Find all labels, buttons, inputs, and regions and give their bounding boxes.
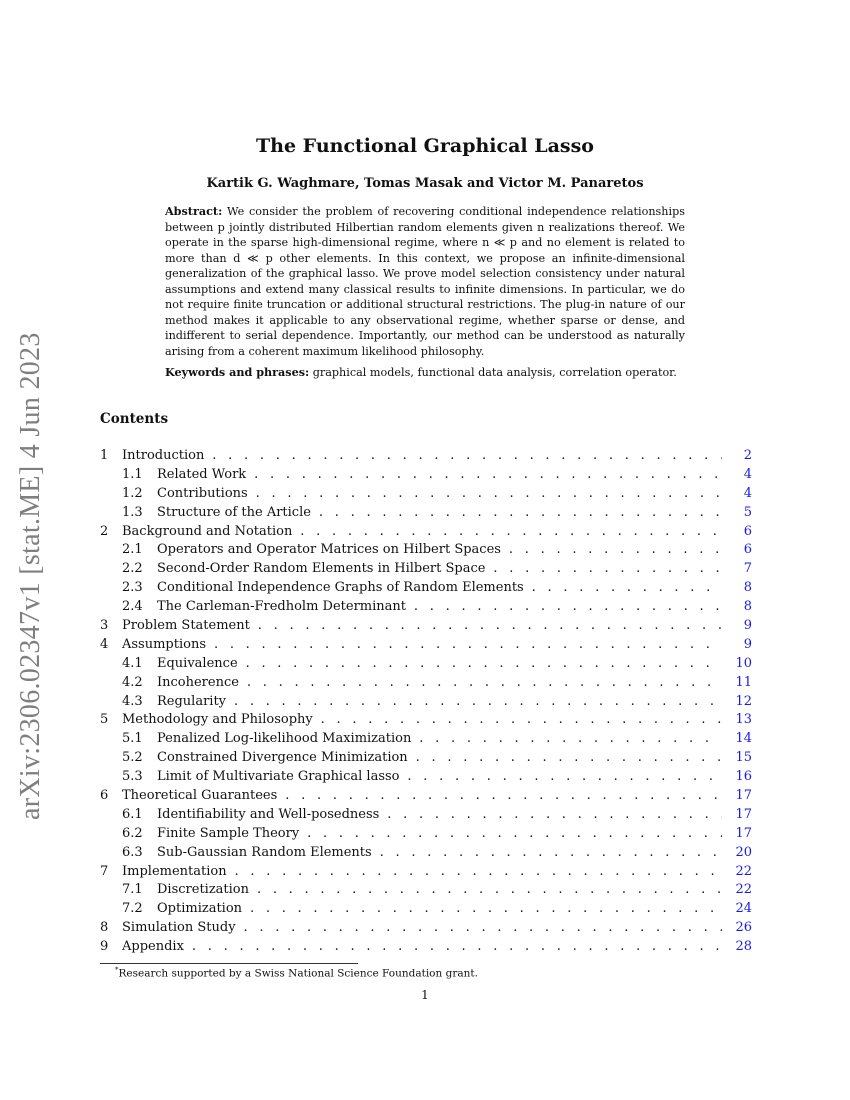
toc-entry-title[interactable]: Optimization . . . bbox=[157, 901, 722, 916]
toc-entry-number: 2.2 bbox=[122, 561, 143, 577]
toc-page-link[interactable]: 15 bbox=[731, 750, 752, 765]
toc-entry[interactable] bbox=[100, 636, 752, 655]
toc-entry-number: 4.3 bbox=[122, 693, 143, 709]
toc-entry-title[interactable]: Limit of Multivariate Graphical lasso . . . bbox=[157, 769, 722, 784]
toc-entry-title[interactable]: Assumptions . . . bbox=[122, 637, 722, 652]
toc-entry-number: 4 bbox=[100, 636, 109, 652]
toc-page-link[interactable]: 17 bbox=[731, 807, 752, 822]
toc-page-link[interactable]: 9 bbox=[740, 637, 752, 652]
toc-entry-number: 1.1 bbox=[122, 466, 143, 482]
toc-entry-title[interactable]: Theoretical Guarantees . . . bbox=[122, 788, 722, 803]
toc-page-link[interactable]: 8 bbox=[740, 599, 752, 614]
toc-entry[interactable] bbox=[100, 881, 752, 900]
toc-entry-number: 4.1 bbox=[122, 655, 143, 671]
toc-entry-title[interactable]: Problem Statement . . . bbox=[122, 618, 722, 633]
contents-heading: Contents bbox=[100, 411, 169, 427]
toc-entry-number: 6.3 bbox=[122, 844, 143, 860]
page-number: 1 bbox=[421, 988, 429, 1002]
keywords bbox=[165, 365, 705, 381]
toc-entry[interactable] bbox=[100, 523, 752, 542]
toc-page-link[interactable]: 17 bbox=[731, 788, 752, 803]
toc-entry[interactable] bbox=[100, 541, 752, 560]
toc-page-link[interactable]: 13 bbox=[731, 712, 752, 727]
toc-page-link[interactable]: 20 bbox=[731, 845, 752, 860]
author-list: Kartik G. Waghmare, Tomas Masak and Victor M. Panaretos bbox=[206, 176, 644, 191]
toc-entry[interactable] bbox=[100, 485, 752, 504]
toc-page-link[interactable]: 24 bbox=[731, 901, 752, 916]
toc-entry-number: 4.2 bbox=[122, 674, 143, 690]
toc-entry-title[interactable]: Equivalence . . . bbox=[157, 656, 722, 671]
toc-entry[interactable] bbox=[100, 504, 752, 523]
toc-entry-title[interactable]: Regularity . . . bbox=[157, 694, 722, 709]
toc-page-link[interactable]: 22 bbox=[731, 864, 752, 879]
toc-entry-number: 1 bbox=[100, 448, 109, 463]
toc-entry-number: 7 bbox=[100, 863, 109, 879]
footnote-divider bbox=[100, 963, 358, 964]
toc-entry[interactable] bbox=[100, 674, 752, 693]
toc-page-link[interactable]: 10 bbox=[731, 656, 752, 671]
toc-page-link[interactable]: 26 bbox=[731, 920, 752, 935]
toc-entry-title[interactable]: Methodology and Philosophy . . . bbox=[122, 712, 722, 727]
toc-entry-number: 1.3 bbox=[122, 504, 143, 520]
toc-page-link[interactable]: 7 bbox=[740, 561, 752, 576]
abstract-text: We consider the problem of recovering conditional independence relationships between p jointly distributed Hilbertian random elements given n realizations thereof. We operate in the sparse high-dimensional regime, where n ≪ p and no element is related to more than d ≪ p other elements. In this context, we propose an infinite-dimensional generalization of the graphical lasso. We prove model selection consistency under natural assumptions and extend many classical results to infinite dimensions. In particular, we do not require finite truncation or additional structural restrictions. The plug-in nature of our method makes it applicable to any observational regime, whether sparse or dense, and indifferent to serial dependence. Importantly, our method can be understood as naturally arising from a coherent maximum likelihood philosophy. bbox=[165, 205, 685, 358]
toc-page-link[interactable]: 5 bbox=[740, 505, 752, 520]
toc-entry-number: 5.3 bbox=[122, 769, 143, 785]
toc-entry-number: 5.2 bbox=[122, 750, 143, 766]
toc-entry[interactable] bbox=[100, 825, 752, 844]
toc-entry-title[interactable]: Incoherence . . . bbox=[157, 675, 722, 690]
toc-entry-number: 2.1 bbox=[122, 542, 143, 558]
toc-entry[interactable] bbox=[100, 863, 752, 882]
arxiv-side-stamp: arXiv:2306.02347v1 [stat.ME] 4 Jun 2023 bbox=[15, 332, 46, 820]
keywords-text: graphical models, functional data analysis, correlation operator. bbox=[312, 366, 677, 379]
toc-entry-number: 9 bbox=[100, 939, 109, 955]
toc-entry[interactable] bbox=[100, 938, 752, 957]
toc-entry-number: 2.4 bbox=[122, 599, 143, 615]
toc-entry[interactable] bbox=[100, 447, 752, 466]
toc-entry-title[interactable]: Related Work . . . bbox=[157, 467, 722, 482]
toc-entry[interactable] bbox=[100, 560, 752, 579]
footnote-text: Research supported by a Swiss National Science Foundation grant. bbox=[118, 967, 478, 980]
toc-page-link[interactable]: 4 bbox=[740, 467, 752, 482]
toc-entry-number: 6.1 bbox=[122, 806, 143, 822]
toc-entry[interactable] bbox=[100, 579, 752, 598]
toc-page-link[interactable]: 22 bbox=[731, 882, 752, 897]
toc-entry-number: 6.2 bbox=[122, 825, 143, 841]
toc-entry-title[interactable]: Operators and Operator Matrices on Hilbert Spaces . . . bbox=[157, 542, 722, 557]
toc-page-link[interactable]: 28 bbox=[731, 939, 752, 954]
toc-entry-number: 8 bbox=[100, 920, 109, 936]
footnote bbox=[115, 966, 478, 980]
table-of-contents bbox=[100, 447, 752, 957]
toc-entry-number: 1.2 bbox=[122, 485, 143, 501]
toc-entry-title[interactable]: Sub-Gaussian Random Elements . . . bbox=[157, 845, 722, 860]
toc-page-link[interactable]: 6 bbox=[740, 524, 752, 539]
toc-entry-title[interactable]: Finite Sample Theory . . . bbox=[157, 826, 722, 841]
toc-entry-title[interactable]: Discretization . . . bbox=[157, 882, 722, 897]
toc-page-link[interactable]: 16 bbox=[731, 769, 752, 784]
toc-entry-title[interactable]: Conditional Independence Graphs of Random Elements . . . bbox=[157, 580, 722, 595]
toc-entry-title[interactable]: Penalized Log-likelihood Maximization . . . bbox=[157, 731, 722, 746]
toc-entry-title[interactable]: Identifiability and Well-posedness . . . bbox=[157, 807, 722, 822]
toc-entry-title[interactable]: Contributions . . . bbox=[157, 486, 722, 501]
footnote-mark: * bbox=[115, 966, 119, 974]
keywords-label: Keywords and phrases: bbox=[165, 365, 310, 379]
toc-entry-title[interactable]: The Carleman-Fredholm Determinant . . . bbox=[157, 599, 722, 614]
toc-entry[interactable] bbox=[100, 806, 752, 825]
paper-title: The Functional Graphical Lasso bbox=[256, 135, 594, 157]
toc-entry-number: 7.2 bbox=[122, 901, 143, 917]
toc-entry-number: 5.1 bbox=[122, 731, 143, 747]
toc-entry[interactable] bbox=[100, 693, 752, 712]
toc-page-link[interactable]: 8 bbox=[740, 580, 752, 595]
toc-entry[interactable] bbox=[100, 844, 752, 863]
toc-entry[interactable] bbox=[100, 749, 752, 768]
toc-entry[interactable] bbox=[100, 598, 752, 617]
toc-page-link[interactable]: 4 bbox=[740, 486, 752, 501]
toc-entry[interactable] bbox=[100, 617, 752, 636]
toc-entry-number: 6 bbox=[100, 788, 109, 804]
toc-page-link[interactable]: 12 bbox=[731, 694, 752, 709]
toc-entry-title[interactable]: Implementation . . . bbox=[122, 864, 722, 879]
toc-entry-title[interactable]: Introduction . . . bbox=[122, 448, 722, 463]
toc-entry-number: 3 bbox=[100, 618, 109, 634]
abstract bbox=[165, 204, 685, 359]
toc-page-link[interactable]: 17 bbox=[731, 826, 752, 841]
abstract-label: Abstract: bbox=[165, 204, 223, 218]
toc-entry-number: 7.1 bbox=[122, 882, 143, 898]
toc-page-link[interactable]: 2 bbox=[740, 448, 752, 463]
toc-entry-title[interactable]: Background and Notation . . . bbox=[122, 524, 722, 539]
toc-entry[interactable] bbox=[100, 900, 752, 919]
toc-page-link[interactable]: 9 bbox=[740, 618, 752, 633]
toc-entry-title[interactable]: Second-Order Random Elements in Hilbert Space . . . bbox=[157, 561, 722, 576]
toc-entry[interactable] bbox=[100, 466, 752, 485]
toc-entry-title[interactable]: Constrained Divergence Minimization . . . bbox=[157, 750, 722, 765]
toc-page-link[interactable]: 11 bbox=[731, 675, 752, 690]
toc-entry-number: 2 bbox=[100, 523, 109, 539]
toc-entry[interactable] bbox=[100, 655, 752, 674]
toc-entry-number: 2.3 bbox=[122, 580, 143, 596]
toc-page-link[interactable]: 6 bbox=[740, 542, 752, 557]
toc-entry[interactable] bbox=[100, 730, 752, 749]
toc-entry-title[interactable]: Simulation Study . . . bbox=[122, 920, 722, 935]
toc-entry-number: 5 bbox=[100, 712, 109, 728]
toc-entry[interactable] bbox=[100, 919, 752, 938]
toc-entry-title[interactable]: Structure of the Article . . . bbox=[157, 505, 722, 520]
toc-entry[interactable] bbox=[100, 768, 752, 787]
toc-page-link[interactable]: 14 bbox=[731, 731, 752, 746]
toc-entry-title[interactable]: Appendix . . . bbox=[122, 939, 722, 954]
toc-entry[interactable] bbox=[100, 711, 752, 730]
toc-entry[interactable] bbox=[100, 787, 752, 806]
